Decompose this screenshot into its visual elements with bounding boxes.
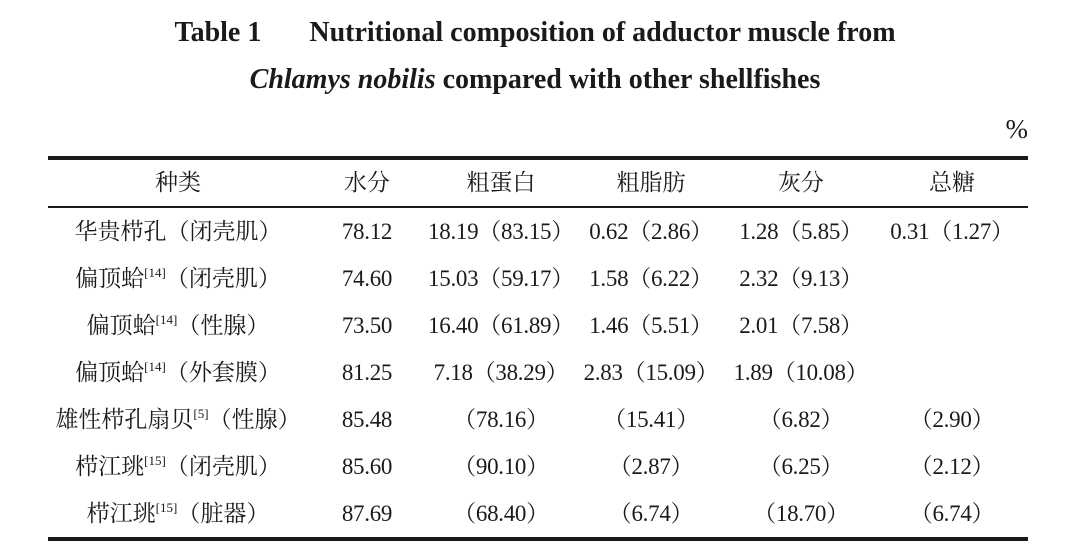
table-row bbox=[48, 302, 1028, 349]
species-cell bbox=[48, 443, 308, 490]
species-cell bbox=[48, 396, 308, 443]
table-header-row bbox=[48, 160, 1028, 207]
species-name: 雄性栉孔扇贝 bbox=[55, 407, 194, 432]
total-sugar-cell: （2.12） bbox=[909, 454, 995, 479]
species-name-italic: Chlamys nobilis bbox=[249, 64, 436, 95]
crude-protein-cell: （78.16） bbox=[453, 407, 549, 432]
table-row bbox=[48, 490, 1028, 537]
crude-protein-cell: 16.40（61.89） bbox=[428, 313, 574, 338]
moisture-cell: 78.12 bbox=[341, 219, 393, 244]
species-part: （性腺） bbox=[208, 407, 301, 432]
ash-cell: 2.32（9.13） bbox=[739, 266, 863, 291]
total-sugar-cell bbox=[876, 302, 1028, 349]
moisture-cell: 74.60 bbox=[341, 266, 393, 291]
species-name: 偏顶蛤 bbox=[75, 360, 145, 385]
total-sugar-cell: （2.90） bbox=[909, 407, 995, 432]
header-moisture: 水分 bbox=[344, 170, 390, 195]
moisture-cell: 81.25 bbox=[341, 360, 393, 385]
crude-fat-cell: 1.58（6.22） bbox=[589, 266, 713, 291]
species-part: （闭壳肌） bbox=[165, 454, 281, 479]
reference-marker: [15] bbox=[155, 500, 178, 515]
table-row bbox=[48, 255, 1028, 302]
ash-cell: （18.70） bbox=[753, 501, 849, 526]
species-cell bbox=[48, 490, 308, 537]
crude-protein-cell: （68.40） bbox=[453, 501, 549, 526]
header-crude-fat: 粗脂肪 bbox=[616, 170, 686, 195]
header-ash: 灰分 bbox=[778, 170, 824, 195]
crude-fat-cell: （2.87） bbox=[608, 454, 694, 479]
total-sugar-cell: 0.31（1.27） bbox=[890, 219, 1014, 244]
reference-marker: [14] bbox=[144, 265, 166, 280]
moisture-cell: 85.60 bbox=[341, 454, 393, 479]
reference-marker: [5] bbox=[193, 406, 209, 421]
species-cell bbox=[48, 255, 308, 302]
species-name: 偏顶蛤 bbox=[75, 266, 145, 291]
species-name: 华贵栉孔 bbox=[74, 219, 167, 244]
ash-cell: 1.28（5.85） bbox=[739, 219, 863, 244]
crude-protein-cell: 18.19（83.15） bbox=[428, 219, 574, 244]
total-sugar-cell bbox=[876, 255, 1028, 302]
table-number: Table 1 bbox=[174, 17, 262, 48]
species-part: （脏器） bbox=[177, 501, 270, 526]
table-title-text-2: compared with other shellfishes bbox=[442, 64, 821, 95]
total-sugar-cell bbox=[876, 349, 1028, 396]
crude-fat-cell: （15.41） bbox=[603, 407, 699, 432]
species-name: 偏顶蛤 bbox=[86, 313, 156, 338]
species-name: 栉江珧 bbox=[86, 501, 156, 526]
header-total-sugar: 总糖 bbox=[929, 170, 975, 195]
crude-protein-cell: 15.03（59.17） bbox=[428, 266, 574, 291]
species-name: 栉江珧 bbox=[75, 454, 145, 479]
crude-fat-cell: （6.74） bbox=[608, 501, 694, 526]
table-row bbox=[48, 443, 1028, 490]
crude-protein-cell: 7.18（38.29） bbox=[433, 360, 569, 385]
ash-cell: （6.25） bbox=[758, 454, 844, 479]
species-cell bbox=[48, 349, 308, 396]
unit-label: % bbox=[1005, 114, 1028, 144]
species-cell bbox=[48, 302, 308, 349]
crude-protein-cell: （90.10） bbox=[453, 454, 549, 479]
species-part: （外套膜） bbox=[165, 360, 281, 385]
reference-marker: [15] bbox=[144, 453, 166, 468]
total-sugar-cell: （6.74） bbox=[909, 501, 995, 526]
moisture-cell: 73.50 bbox=[341, 313, 393, 338]
ash-cell: （6.82） bbox=[758, 407, 844, 432]
crude-fat-cell: 0.62（2.86） bbox=[589, 219, 713, 244]
table-row bbox=[48, 396, 1028, 443]
reference-marker: [14] bbox=[155, 312, 178, 327]
header-species: 种类 bbox=[155, 170, 201, 195]
ash-cell: 2.01（7.58） bbox=[739, 313, 863, 338]
table-title-text: Nutritional composition of adductor muscle from bbox=[309, 17, 896, 48]
species-part: （性腺） bbox=[177, 313, 270, 338]
moisture-cell: 85.48 bbox=[341, 407, 393, 432]
header-crude-protein: 粗蛋白 bbox=[466, 170, 536, 195]
table-title-line-1 bbox=[0, 17, 1070, 49]
table-bottom-rule bbox=[48, 537, 1028, 541]
species-part: （闭壳肌） bbox=[165, 266, 281, 291]
table-title-line-2 bbox=[0, 64, 1070, 96]
crude-fat-cell: 2.83（15.09） bbox=[583, 360, 719, 385]
table-row bbox=[48, 208, 1028, 255]
moisture-cell: 87.69 bbox=[341, 501, 393, 526]
species-part: （闭壳肌） bbox=[166, 219, 282, 244]
species-cell bbox=[48, 208, 308, 255]
ash-cell: 1.89（10.08） bbox=[733, 360, 869, 385]
crude-fat-cell: 1.46（5.51） bbox=[589, 313, 713, 338]
table-row bbox=[48, 349, 1028, 396]
reference-marker: [14] bbox=[144, 359, 166, 374]
